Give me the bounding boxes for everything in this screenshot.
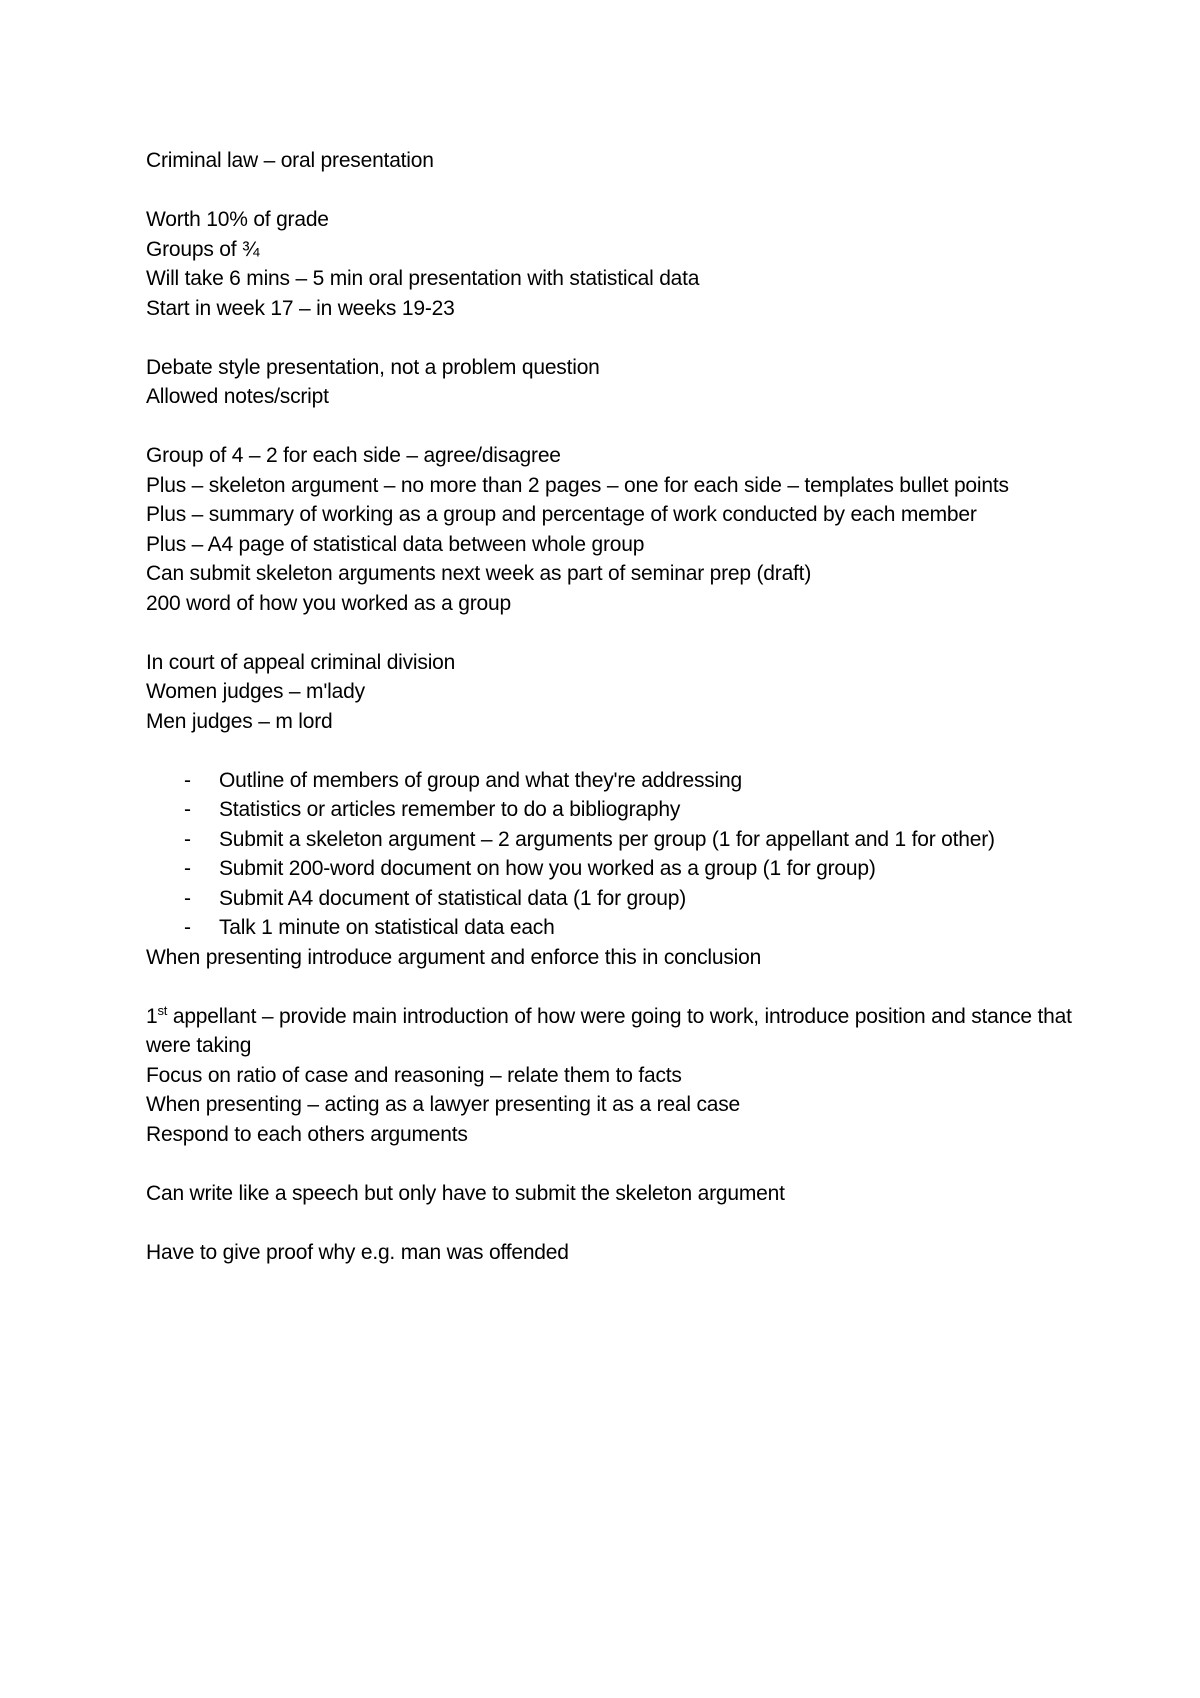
dash-bullet-icon: - xyxy=(184,827,191,851)
list-item-text: Submit a skeleton argument – 2 arguments per group (1 for appellant and 1 for other) xyxy=(219,827,995,851)
text-line: Debate style presentation, not a problem question xyxy=(146,355,600,379)
text-line: Plus – summary of working as a group and percentage of work conducted by each member xyxy=(146,503,977,526)
dash-bullet-icon: - xyxy=(184,916,191,939)
paragraph-gap xyxy=(146,323,1076,353)
appellant-text: appellant – provide main introduction of how were going to work, introduce position and stance that were taking xyxy=(146,1004,1072,1057)
text-line: Men judges – m lord xyxy=(146,709,333,733)
list-item xyxy=(146,884,1076,914)
text-line: Focus on ratio of case and reasoning – relate them to facts xyxy=(146,1063,682,1087)
dash-bullet-icon: - xyxy=(184,798,191,821)
paragraph-gap xyxy=(146,412,1076,442)
text-line: Women judges – m'lady xyxy=(146,680,365,703)
text-line: Plus – skeleton argument – no more than 2 pages – one for each side – templates bullet points xyxy=(146,473,1009,497)
ordinal-number: 1 xyxy=(146,1004,158,1028)
text-line: When presenting – acting as a lawyer presenting it as a real case xyxy=(146,1093,741,1116)
text-line: Can write like a speech but only have to submit the skeleton argument xyxy=(146,1181,785,1205)
list-item xyxy=(146,825,1076,855)
paragraph-gap xyxy=(146,618,1076,648)
text-line: Group of 4 – 2 for each side – agree/disagree xyxy=(146,444,561,467)
list-item-text: Statistics or articles remember to do a bibliography xyxy=(219,798,681,821)
text-line: Can submit skeleton arguments next week as part of seminar prep (draft) xyxy=(146,562,812,585)
text-line: Respond to each others arguments xyxy=(146,1122,468,1146)
ordinal-suffix: st xyxy=(157,1002,168,1018)
text-line: Start in week 17 – in weeks 19-23 xyxy=(146,296,455,320)
text-line: Worth 10% of grade xyxy=(146,208,329,231)
list-item xyxy=(146,766,1076,796)
dash-bullet-icon: - xyxy=(184,857,191,880)
paragraph-gap xyxy=(146,736,1076,766)
document-title: Criminal law – oral presentation xyxy=(146,149,434,172)
text-line: Have to give proof why e.g. man was offended xyxy=(146,1240,569,1264)
paragraph-gap xyxy=(146,176,1076,206)
paragraph-gap xyxy=(146,972,1076,1002)
text-line: In court of appeal criminal division xyxy=(146,650,456,674)
list-item-text: Outline of members of group and what they're addressing xyxy=(219,768,742,792)
list-item-text: Submit A4 document of statistical data (1 for group) xyxy=(219,886,687,910)
list-item xyxy=(146,913,1076,943)
dash-bullet-icon: - xyxy=(184,768,191,792)
text-line: 200 word of how you worked as a group xyxy=(146,591,511,615)
list-item-text: Talk 1 minute on statistical data each xyxy=(219,916,555,939)
list-item xyxy=(146,795,1076,825)
text-line: Plus – A4 page of statistical data between whole group xyxy=(146,532,645,556)
paragraph-gap xyxy=(146,1149,1076,1179)
list-item-text: Submit 200-word document on how you worked as a group (1 for group) xyxy=(219,857,876,880)
text-line: Groups of ¾ xyxy=(146,237,260,261)
appellant-paragraph xyxy=(146,1002,1076,1061)
document-body xyxy=(146,146,1076,1267)
dash-bullet-icon: - xyxy=(184,886,191,910)
text-line: Will take 6 mins – 5 min oral presentation with statistical data xyxy=(146,267,700,290)
text-line: Allowed notes/script xyxy=(146,385,329,408)
paragraph-gap xyxy=(146,1208,1076,1238)
list-item xyxy=(146,854,1076,884)
text-line: When presenting introduce argument and enforce this in conclusion xyxy=(146,945,762,969)
bullet-list xyxy=(146,766,1076,943)
